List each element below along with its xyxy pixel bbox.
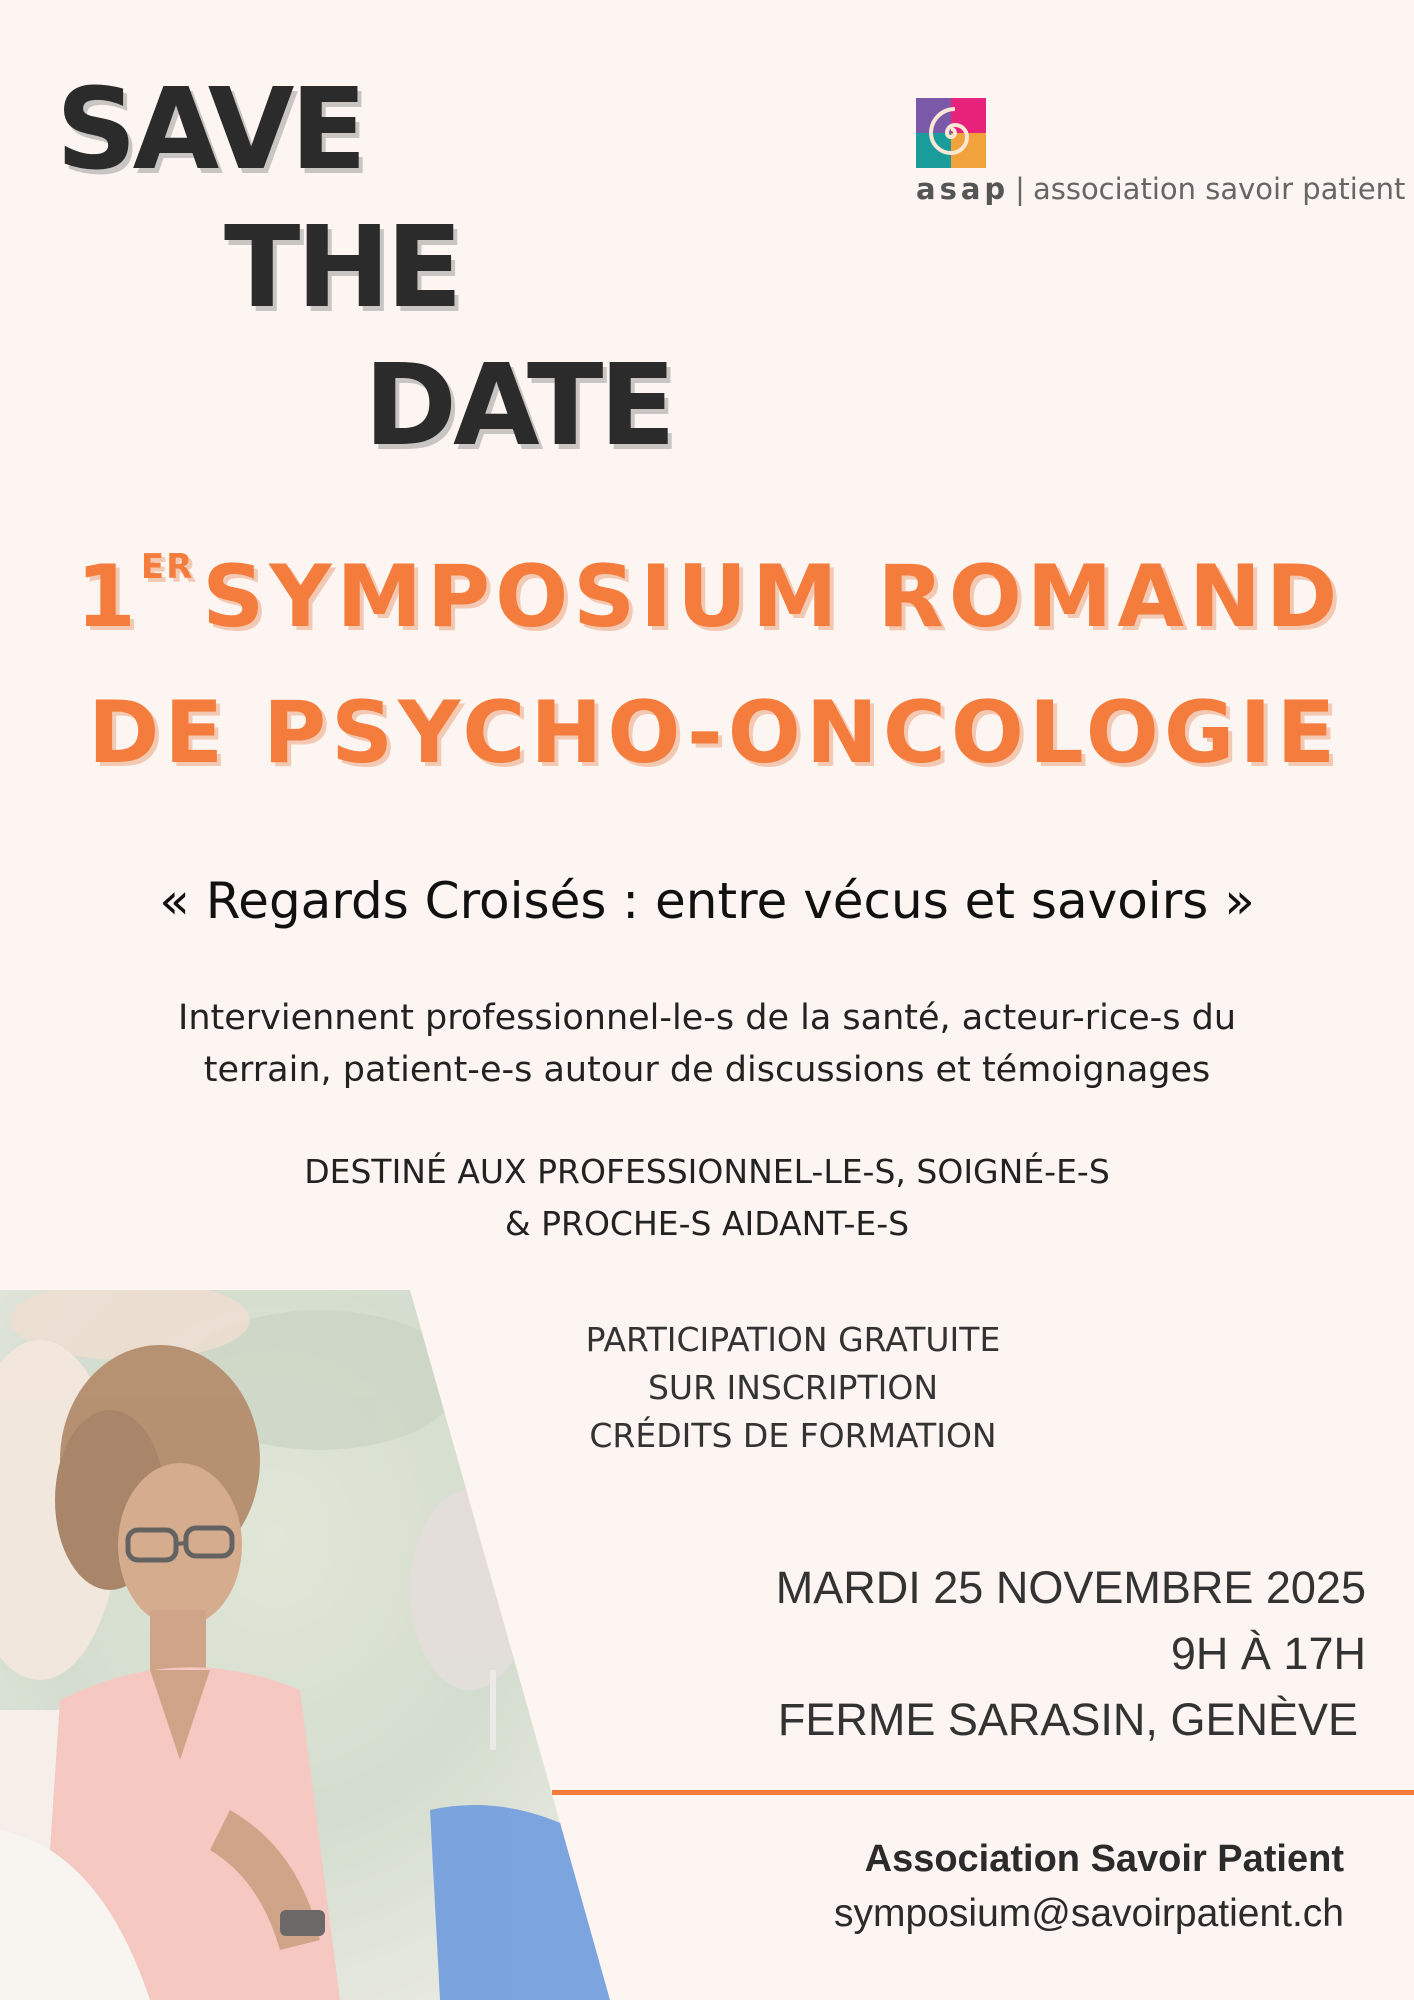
intro-line: terrain, patient-e-s autour de discussions et témoignages: [203, 1050, 1211, 1090]
save-heading: SAVE: [56, 65, 363, 195]
symposium-title-line2: DE PSYCHO-ONCOLOGIE: [88, 683, 1341, 783]
event-date: MARDI 25 NOVEMBRE 2025: [775, 1562, 1366, 1613]
intro-line: Interviennent professionnel-le-s de la santé, acteur-rice-s du: [178, 998, 1236, 1038]
intro-text: [0, 992, 1414, 1096]
logo-acronym: asap: [916, 172, 1010, 206]
participation-line: SUR INSCRIPTION: [647, 1368, 939, 1407]
organization-name: Association Savoir Patient: [864, 1838, 1344, 1880]
audience-line: & PROCHE-S AIDANT-E-S: [504, 1204, 910, 1243]
swirl-logo-icon: [916, 98, 986, 168]
event-location: FERME SARASIN, GENÈVE: [777, 1694, 1358, 1745]
symposium-title-line1: [76, 547, 1343, 647]
event-time: 9H À 17H: [1170, 1628, 1366, 1679]
logo-name: association savoir patient: [1032, 172, 1406, 206]
ordinal-suffix: ER: [140, 547, 195, 587]
halftone-dots-decoration: [650, 280, 1210, 540]
title-line1-text: SYMPOSIUM ROMAND: [202, 547, 1343, 647]
orange-divider: [552, 1790, 1414, 1795]
speaker-photo: [0, 1290, 610, 2000]
logo-separator: |: [1015, 172, 1025, 206]
date-heading: DATE: [364, 341, 672, 471]
participation-line: CRÉDITS DE FORMATION: [589, 1416, 997, 1455]
audience-line: DESTINÉ AUX PROFESSIONNEL-LE-S, SOIGNÉ-E-S: [304, 1152, 1110, 1191]
ordinal-number: 1: [76, 547, 141, 647]
participation-line: PARTICIPATION GRATUITE: [585, 1320, 1001, 1359]
logo-wordmark: [916, 172, 1405, 206]
the-heading: THE: [224, 203, 459, 333]
participation-info: [520, 1316, 1066, 1460]
contact-email-link[interactable]: symposium@savoirpatient.ch: [834, 1892, 1344, 1935]
event-subtitle: « Regards Croisés : entre vécus et savoirs »: [159, 872, 1255, 930]
audience-text: [0, 1146, 1414, 1250]
